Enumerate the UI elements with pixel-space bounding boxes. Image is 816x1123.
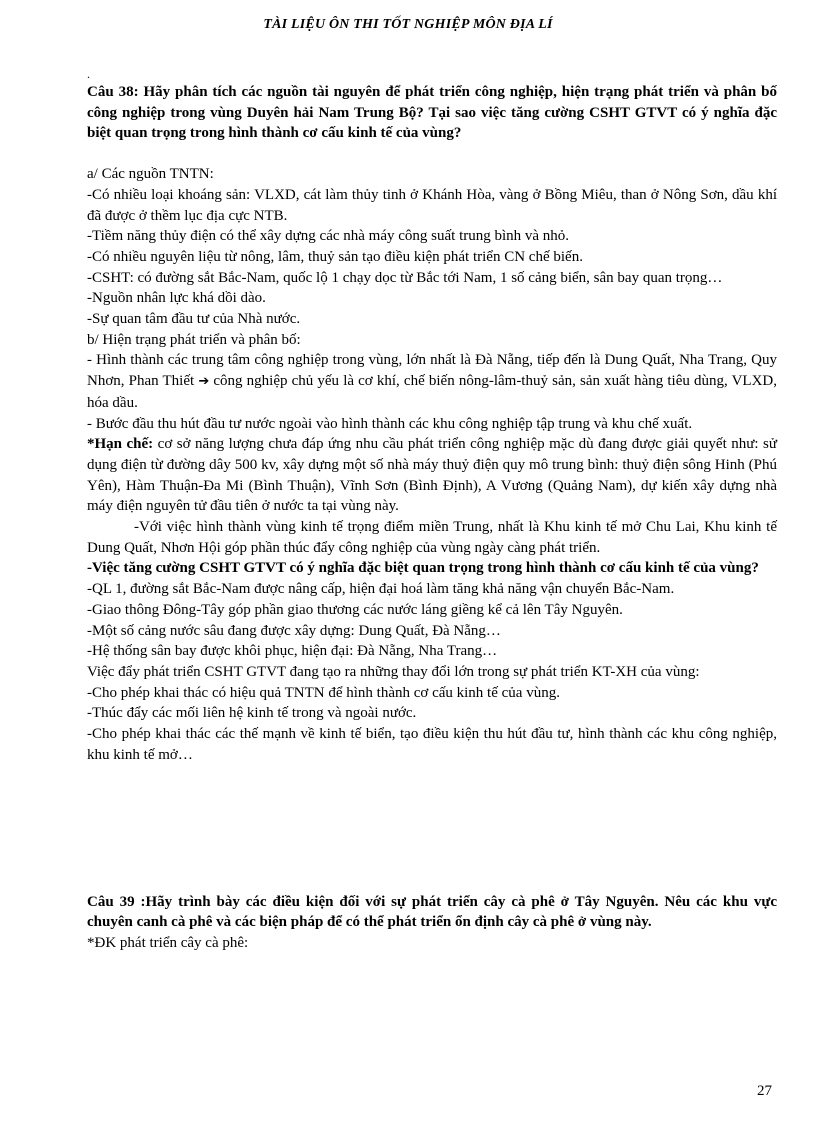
section-a-item: -Có nhiều nguyên liệu từ nông, lâm, thuỷ sản tạo điều kiện phát triển CN chế biến. [87, 248, 583, 265]
section-a-heading: a/ Các nguồn TNTN: [87, 166, 214, 183]
section-b-item-text: - Hình thành các trung tâm công nghiệp trong vùng, lớn nhất là Đà Nẵng, tiếp đến là Dung Quất, Nha Trang, Quy Nhơn, Phan Thiết [87, 352, 777, 390]
section-a-item: -Có nhiều loại khoáng sản: VLXD, cát làm thủy tinh ở Khánh Hòa, vàng ở Bồng Miêu, than ở Nông Sơn, dầu khí đã được ở thềm lục địa cực NTB. [87, 186, 777, 224]
section-b-item [87, 350, 777, 413]
impact-item: -Cho phép khai thác các thế mạnh về kinh tế biển, tạo điều kiện thu hút đầu tư, hình thành các khu công nghiệp, khu kinh tế mở… [87, 726, 777, 763]
question-39-title: Câu 39 :Hãy trình bày các điều kiện đối với sự phát triển cây cà phê ở Tây Nguyên. Nêu các khu vực chuyên canh cà phê và các biện pháp để có thể phát triển ổn định cây cà phê ở vùng này. [87, 893, 777, 931]
spacer [87, 766, 777, 892]
transport-item: -QL 1, đường sắt Bắc-Nam được nâng cấp, hiện đại hoá làm tăng khả năng vận chuyển Bắc-Nam. [87, 581, 675, 598]
impact-item: -Cho phép khai thác có hiệu quả TNTN để hình thành cơ cấu kinh tế của vùng. [87, 684, 560, 701]
section-a-item: -Tiềm năng thủy điện có thể xây dựng các nhà máy công suất trung bình và nhỏ. [87, 228, 570, 245]
stray-dot: . [87, 67, 90, 81]
limitation-label: *Hạn chế: [87, 436, 154, 453]
section-a-item: -Nguồn nhân lực khá dồi dào. [87, 290, 266, 307]
section-b-item: - Bước đầu thu hút đầu tư nước ngoài vào hình thành các khu công nghiệp tập trung và khu chế xuất. [87, 415, 693, 432]
limitation-paragraph [87, 434, 777, 517]
section-a-item: -Sự quan tâm đầu tư của Nhà nước. [87, 311, 301, 328]
page-header: TÀI LIỆU ÔN THI TỐT NGHIỆP MÔN ĐỊA LÍ [263, 17, 553, 32]
impact-intro: Việc đẩy phát triển CSHT GTVT đang tạo ra những thay đổi lớn trong sự phát triển KT-XH của vùng: [87, 663, 700, 680]
section-b-item-text: công nghiệp chủ yếu là cơ khí, chế biến nông-lâm-thuỷ sản, sản xuất hàng tiêu dùng, VLXD, hóa dầu. [87, 373, 778, 411]
transport-item: -Giao thông Đông-Tây góp phần giao thương các nước láng giềng kể cả lên Tây Nguyên. [87, 601, 623, 618]
question-39-subheading: *ĐK phát triển cây cà phê: [87, 934, 249, 951]
economic-zone-paragraph: -Với việc hình thành vùng kinh tế trọng điểm miền Trung, nhất là Khu kinh tế mở Chu Lai, Khu kinh tế Dung Quất, Nhơn Hội góp phần thúc đẩy công nghiệp của vùng ngày càng phát triển. [87, 519, 777, 556]
document-body [87, 66, 777, 954]
transport-item: -Hệ thống sân bay được khôi phục, hiện đại: Đà Nẵng, Nha Trang… [87, 643, 498, 660]
limitation-text: cơ sở năng lượng chưa đáp ứng nhu cầu phát triển công nghiệp mặc dù đang được giải quyết như: sử dụng điện từ đường dây 500 kv, xây dựng một số nhà máy thuỷ điện quy mô trung bình: thuỷ điện sông Hinh (Phú Yên), Hàm Thuận-Đa Mi (Bình Thuận), Vĩnh Sơn (Bình Định), A Vương (Quảng Nam), dự kiến xây dựng nhà máy điện nguyên tử đầu tiên ở nước ta tại vùng này. [87, 436, 777, 515]
transport-heading: -Việc tăng cường CSHT GTVT có ý nghĩa đặc biệt quan trọng trong hình thành cơ cấu kinh tế của vùng? [87, 560, 759, 577]
section-a-item: -CSHT: có đường sắt Bắc-Nam, quốc lộ 1 chạy dọc từ Bắc tới Nam, 1 số cảng biển, sân bay quan trọng… [87, 269, 723, 286]
question-38-title: Câu 38: Hãy phân tích các nguồn tài nguyên để phát triển công nghiệp, hiện trạng phát triển và phân bố công nghiệp trong vùng Duyên hải Nam Trung Bộ? Tại sao việc tăng cường CSHT GTVT có ý nghĩa đặc biệt quan trọng trong hình thành cơ cấu kinh tế của vùng? [87, 84, 777, 142]
transport-item: -Một số cảng nước sâu đang được xây dựng: Dung Quất, Đà Nẵng… [87, 622, 501, 639]
arrow-right-icon: ➔ [198, 374, 210, 390]
impact-item: -Thúc đẩy các mối liên hệ kinh tế trong và ngoài nước. [87, 705, 417, 722]
page-number: 27 [757, 1083, 772, 1099]
section-b-heading: b/ Hiện trạng phát triển và phân bố: [87, 331, 301, 348]
spacer [87, 144, 777, 164]
